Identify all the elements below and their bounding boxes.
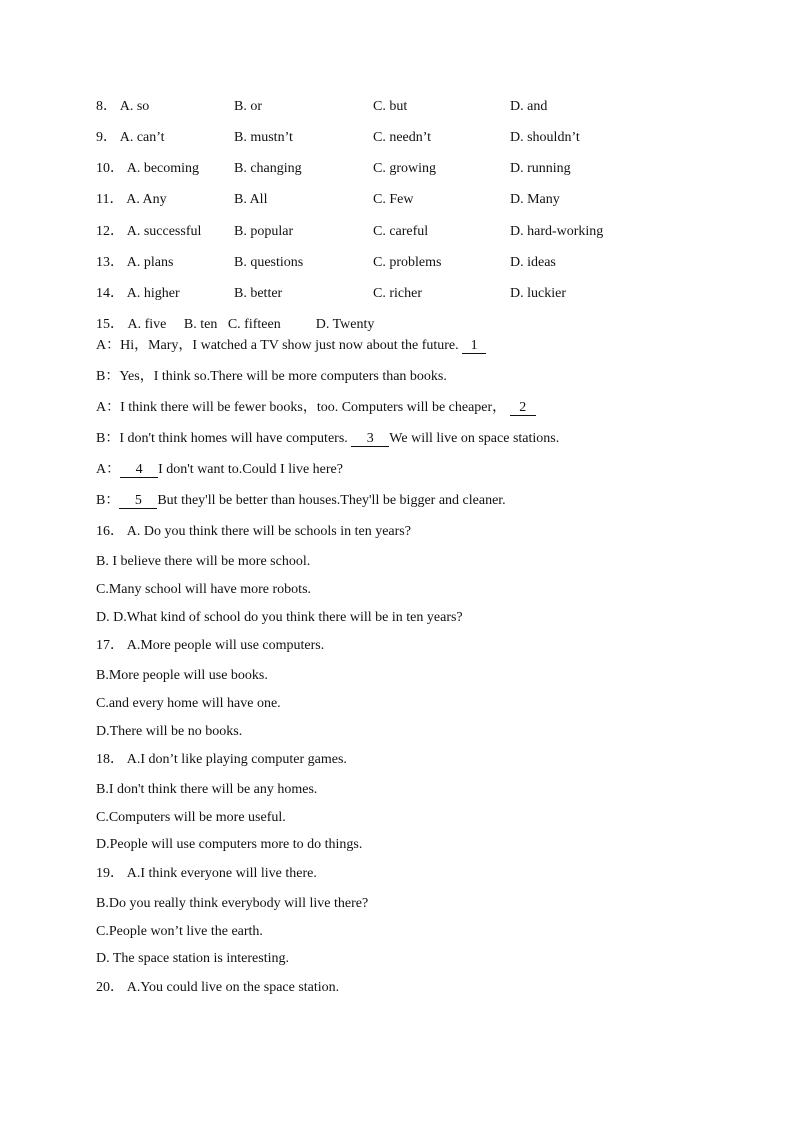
answer-blank[interactable]: 3: [351, 431, 389, 447]
question-number: 8．: [96, 99, 117, 114]
option-b: B. ten: [183, 317, 218, 332]
choice-line: C.and every home will have one.: [96, 696, 281, 711]
option-d: D. luckier: [510, 286, 566, 301]
question-number: 11．: [96, 192, 124, 207]
dialogue-line: [96, 399, 536, 417]
choice-line: 16． A. Do you think there will be schools in ten years?: [96, 524, 411, 539]
dialogue-text: B：Yes，I think so.There will be more computers than books.: [96, 369, 447, 384]
dialogue-line: [96, 430, 559, 448]
choice-line: 20． A.You could live on the space station.: [96, 980, 340, 995]
option-c: C. fifteen: [227, 317, 281, 332]
choice-line: B.Do you really think everybody will live there?: [96, 896, 369, 911]
choice-line: C.Many school will have more robots.: [96, 582, 312, 597]
choice-line: D.People will use computers more to do things.: [96, 837, 363, 852]
question-number: 14．: [96, 286, 124, 301]
dialogue-text: B：: [96, 493, 120, 508]
option-b: B. questions: [234, 255, 304, 270]
dialogue-text-after: But they'll be better than houses.They'll be bigger and cleaner.: [157, 493, 506, 508]
choice-line: 17． A.More people will use computers.: [96, 638, 325, 653]
option-a: A. so: [119, 99, 150, 114]
option-b: B. popular: [234, 224, 294, 239]
option-d: D. ideas: [510, 255, 556, 270]
option-c: C. growing: [373, 161, 436, 176]
dialogue-line: [96, 461, 343, 479]
dialogue-text: A：I think there will be fewer books，too. Computers will be cheaper，: [96, 400, 507, 415]
question-number: 13．: [96, 255, 124, 270]
option-a: A. five: [127, 317, 167, 332]
option-c: C. needn’t: [373, 130, 432, 145]
answer-blank[interactable]: 1: [462, 338, 486, 354]
dialogue-text-after: I don't want to.Could I live here?: [158, 462, 343, 477]
option-d: D. Many: [510, 192, 560, 207]
option-a-cell: [96, 160, 199, 178]
option-b: B. mustn’t: [234, 130, 293, 145]
option-c: C. careful: [373, 224, 429, 239]
option-b: B. or: [234, 99, 262, 114]
choice-line: 18． A.I don’t like playing computer games.: [96, 752, 347, 767]
choice-line: B. I believe there will be more school.: [96, 554, 311, 569]
dialogue-text: B：I don't think homes will have computers.: [96, 431, 348, 446]
option-d: D. shouldn’t: [510, 130, 580, 145]
choice-line: D.There will be no books.: [96, 724, 243, 739]
question-number: 9．: [96, 130, 117, 145]
choice-line: C.People won’t live the earth.: [96, 924, 263, 939]
option-a: A. plans: [126, 255, 174, 270]
option-a-cell: [96, 98, 149, 116]
option-a-cell: [96, 223, 201, 241]
option-b: B. All: [234, 192, 268, 207]
question-number: 12．: [96, 224, 124, 239]
answer-blank[interactable]: 4: [120, 462, 158, 478]
choice-line: B.More people will use books.: [96, 668, 268, 683]
question-number: 15．: [96, 317, 124, 332]
option-c: C. but: [373, 99, 408, 114]
option-a: A. higher: [126, 286, 180, 301]
dialogue-line: [96, 337, 486, 355]
choice-line: B.I don't think there will be any homes.: [96, 782, 318, 797]
dialogue-line: [96, 492, 506, 510]
option-a-cell: [96, 191, 167, 209]
option-a: A. can’t: [119, 130, 165, 145]
option-c: C. problems: [373, 255, 442, 270]
choice-line: 19． A.I think everyone will live there.: [96, 866, 317, 881]
option-c: C. Few: [373, 192, 414, 207]
option-d: D. and: [510, 99, 548, 114]
option-c: C. richer: [373, 286, 422, 301]
dialogue-text: A：: [96, 462, 121, 477]
question-15: [96, 316, 374, 334]
option-d: D. running: [510, 161, 571, 176]
option-d: D. hard-working: [510, 224, 604, 239]
option-a: A. becoming: [126, 161, 200, 176]
answer-blank[interactable]: 5: [119, 493, 157, 509]
answer-blank[interactable]: 2: [510, 400, 536, 416]
question-number: 10．: [96, 161, 124, 176]
option-d: D. Twenty: [315, 317, 375, 332]
option-a: A. successful: [126, 224, 202, 239]
dialogue-text: A：Hi，Mary，I watched a TV show just now about the future.: [96, 338, 459, 353]
option-a-cell: [96, 254, 173, 272]
option-a-cell: [96, 285, 180, 303]
option-a-cell: [96, 129, 165, 147]
dialogue-line: [96, 368, 447, 386]
option-a: A. Any: [126, 192, 167, 207]
dialogue-text-after: We will live on space stations.: [389, 431, 560, 446]
choice-line: C.Computers will be more useful.: [96, 810, 286, 825]
option-b: B. changing: [234, 161, 302, 176]
choice-line: D. D.What kind of school do you think there will be in ten years?: [96, 610, 463, 625]
choice-line: D. The space station is interesting.: [96, 951, 289, 966]
option-b: B. better: [234, 286, 283, 301]
